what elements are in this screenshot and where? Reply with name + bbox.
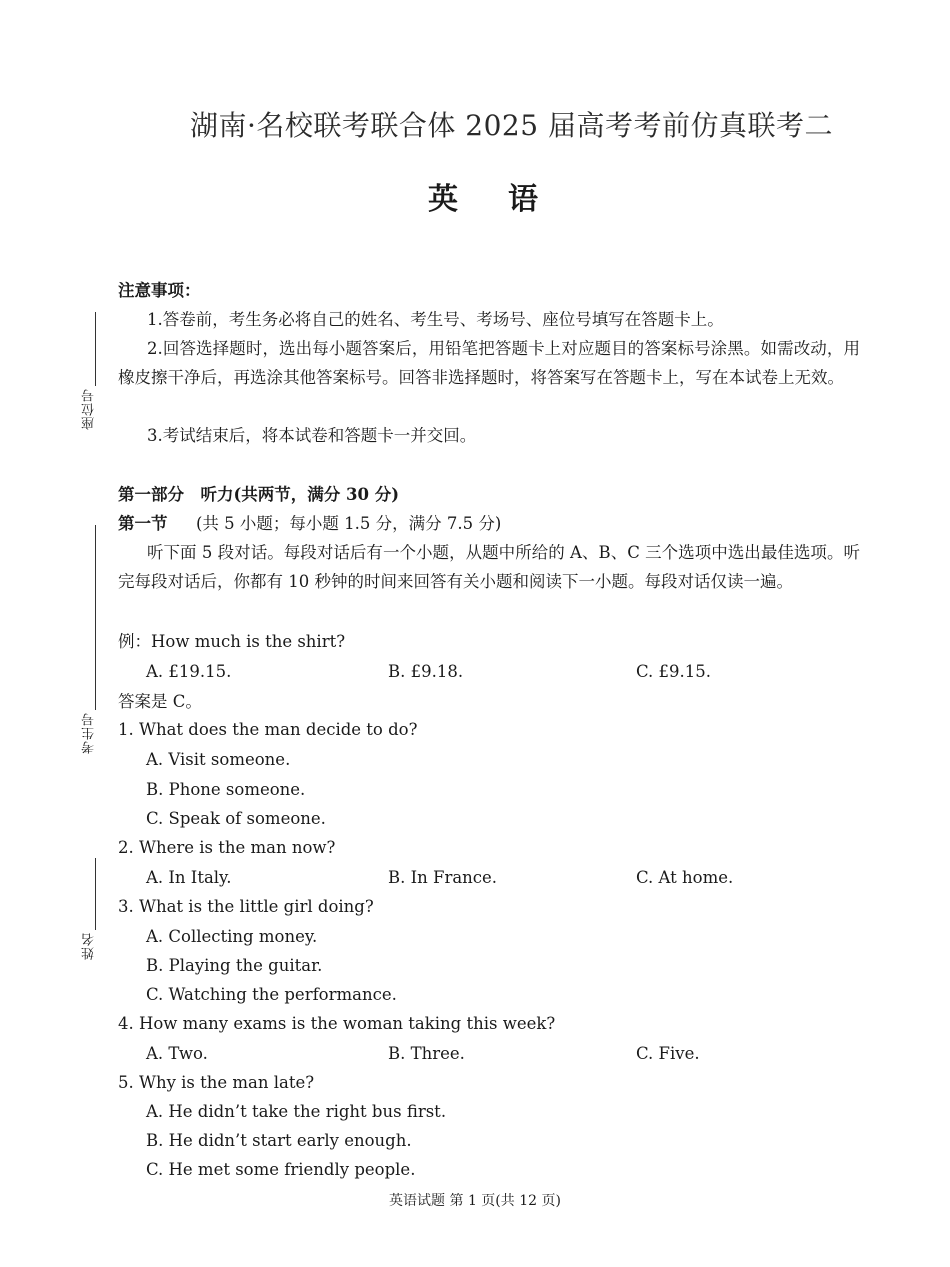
notice-heading: 注意事项：: [118, 281, 201, 300]
example-question: 例：How much is the shirt?: [118, 632, 346, 651]
seat-label: 座位号: [82, 388, 97, 430]
q2-option-c[interactable]: C. At home.: [636, 868, 734, 887]
name-label: 姓名: [82, 932, 97, 960]
q4-option-b[interactable]: B. Three.: [388, 1044, 465, 1063]
seat-line: [95, 312, 96, 386]
q4-option-a[interactable]: A. Two.: [146, 1044, 208, 1063]
listening-instructions: 听下面 5 段对话。每段对话后有一个小题，从题中所给的 A、B、C 三个选项中选出最佳选项。听完每段对话后，你都有 10 秒钟的时间来回答有关小题和阅读下一小题。每段对话仅读一遍。: [118, 543, 860, 591]
example-option-c: C. £9.15.: [636, 662, 712, 681]
q3-option-c[interactable]: C. Watching the performance.: [146, 985, 397, 1004]
notice-item-2: 2.回答选择题时，选出每小题答案后，用铅笔把答题卡上对应题目的答案标号涂黑。如需改动，用橡皮擦干净后，再选涂其他答案标号。回答非选择题时，将答案写在答题卡上，写在本试卷上无效。: [118, 339, 860, 387]
question-2: 2. Where is the man now?: [118, 838, 336, 857]
q4-option-c[interactable]: C. Five.: [636, 1044, 700, 1063]
exam-no-label: 考生号: [82, 712, 97, 754]
q5-option-a[interactable]: A. He didn’t take the right bus first.: [146, 1102, 447, 1121]
section1-title: 第一节: [118, 514, 168, 533]
notice-item-1: 1.答卷前，考生务必将自己的姓名、考生号、考场号、座位号填写在答题卡上。: [147, 310, 724, 329]
example-answer: 答案是 C。: [118, 692, 202, 711]
page-footer: 英语试题 第 1 页(共 12 页): [389, 1193, 561, 1209]
exam-title: 湖南·名校联考联合体 2025 届高考考前仿真联考二: [190, 109, 833, 142]
q1-option-b[interactable]: B. Phone someone.: [146, 780, 306, 799]
q5-option-c[interactable]: C. He met some friendly people.: [146, 1160, 416, 1179]
section1-desc: (共 5 小题；每小题 1.5 分，满分 7.5 分): [196, 514, 502, 533]
q1-option-a[interactable]: A. Visit someone.: [146, 750, 291, 769]
notice-item-3: 3.考试结束后，将本试卷和答题卡一并交回。: [147, 426, 477, 445]
q2-option-b[interactable]: B. In France.: [388, 868, 498, 887]
q2-option-a[interactable]: A. In Italy.: [146, 868, 232, 887]
question-4: 4. How many exams is the woman taking this week?: [118, 1014, 556, 1033]
question-5: 5. Why is the man late?: [118, 1073, 315, 1092]
exam-no-line: [95, 525, 96, 710]
q3-option-b[interactable]: B. Playing the guitar.: [146, 956, 323, 975]
part1-title: 第一部分 听力(共两节，满分 30 分): [118, 485, 400, 504]
name-line: [95, 858, 96, 930]
q3-option-a[interactable]: A. Collecting money.: [146, 927, 318, 946]
question-3: 3. What is the little girl doing?: [118, 897, 374, 916]
subject-title: 英语: [428, 182, 588, 217]
q1-option-c[interactable]: C. Speak of someone.: [146, 809, 326, 828]
example-option-b: B. £9.18.: [388, 662, 464, 681]
question-1: 1. What does the man decide to do?: [118, 720, 418, 739]
q5-option-b[interactable]: B. He didn’t start early enough.: [146, 1131, 412, 1150]
example-option-a: A. £19.15.: [146, 662, 232, 681]
